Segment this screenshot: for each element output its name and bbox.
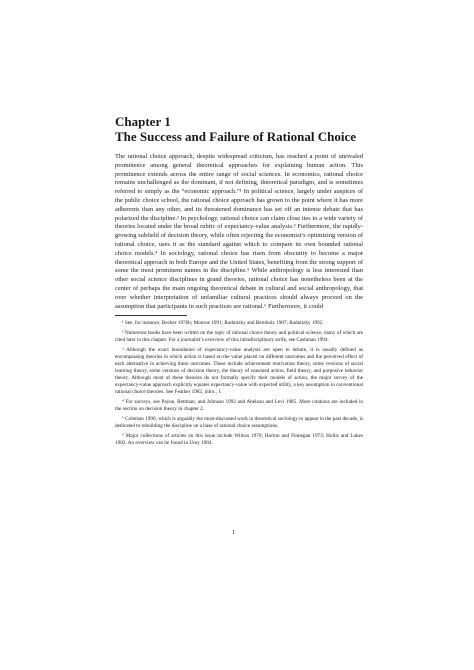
body-paragraph: The rational choice approach, despite widespread criticism, has reached a point of unrivaled prominence among general theoretical approaches for explaining human action. This prominence extends across the entire range of social sciences. In economics, rational choice remains unchallenged as the dominant, if not defining, theoretical paradigm, and is sometimes referred to simply as the “economic approach.”¹ In political science, largely under auspices of the public choice school, the rational choice approach has grown to the point where it has more adherents than any other, and its threatened dominance has set off an intense debate that has polarized the discipline.² In psychology, rational choice can claim close ties to a wide variety of theories located under the broad rubric of expectancy-value analysis.³ Furthermore, the rapidly-growing subfield of decision theory, while often rejecting the economist’s optimizing version of rational choice, uses it as the standard against which to compare its own bounded rational choice models.⁴ In sociology, rational choice has risen from obscurity to become a major theoretical approach in both Europe and the United States, benefiting from the strong support of some the most prominent names in the discipline.⁵ While anthropology is less interested than other social science disciplines in grand theories, rational choice has nonetheless been at the center of perhaps the main ongoing theoretical debate in cultural and social anthropology, that over whether interpretation of unfamiliar cultural practices should always proceed on the assumption that participants in such practices are rational.⁶ Furthermore, it could: [115, 153, 363, 310]
footnotes: [115, 320, 363, 447]
footnote-2: ² Numerous books have been written on the topic of rational choice theory and political science, many of which are cited later in this chapter. For a journalist’s overview of this intradisciplinary strife, see Cashman 1994.: [115, 330, 363, 344]
footnote-1: ¹ See, for instance, Becker 1976b; Monroe 1991; Radnitzky and Bernholz 1987; Radnitzky 1992.: [122, 320, 324, 327]
chapter-label: Chapter 1: [115, 114, 171, 129]
footnote-5: ⁵ Coleman 1990, which is arguably the most-discussed work in theoretical sociology to appear in the past decade, is dedicated to rebuilding the discipline on a base of rational choice assumptions.: [115, 416, 363, 430]
footnote-3: ³ Although the exact boundaries of expectancy-value analysis are open to debate, it is usually defined as encompassing theories in which action is based on the value placed on different outcomes and the perceived effect of each alternative in achieving these outcomes. These include achievement motivation theory, some versions of social learning theory, some versions of decision theory, the theory of reasoned action, field theory, and purposive behavior theory. Although most of these theories do not formally specify their models of action, the major survey of the expectancy-value approach explicitly equates expectancy-value with expected utility, a key assumption in conventional rational choice theories. See Feather 1982, intro., 1.: [115, 347, 363, 396]
footnote-divider: [115, 315, 187, 316]
page-content: [115, 114, 363, 450]
footnote-4: ⁴ For surveys, see Payne, Bettman, and Johnson 1992 and Abelson and Levi 1985. More citations are included in the section on decision theory in chapter 2.: [115, 399, 363, 413]
chapter-title: The Success and Failure of Rational Choice: [115, 129, 356, 144]
footnote-6: ⁶ Major collections of articles on this issue include Wilson 1970; Horton and Finnegan 1973; Hollis and Lukes 1982. An overview can be found in Urey 1984.: [115, 433, 363, 447]
page-number: 1: [232, 529, 236, 536]
